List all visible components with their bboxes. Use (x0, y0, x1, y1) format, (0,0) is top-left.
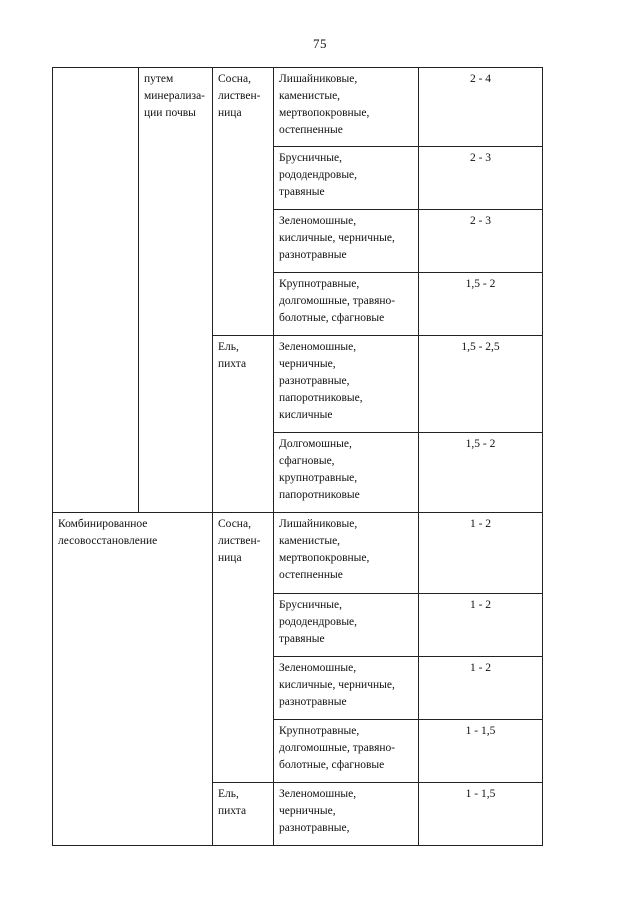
forest-type-cell: Зеленомошные, кисличные, черничные, разнотравные (274, 657, 419, 720)
value-cell: 2 - 3 (419, 147, 543, 210)
forest-type-cell: Лишайниковые, каменистые, мертвопокровные, остепненные (274, 513, 419, 594)
value-cell: 2 - 4 (419, 68, 543, 147)
species-cell: Ель, пихта (213, 336, 274, 513)
value-cell: 2 - 3 (419, 210, 543, 273)
method-cell-empty (53, 68, 139, 513)
forest-type-cell: Крупнотравные, долгомошные, травяно- болотные, сфагновые (274, 720, 419, 783)
value-cell: 1 - 2 (419, 657, 543, 720)
forest-type-cell: Зеленомошные, кисличные, черничные, разнотравные (274, 210, 419, 273)
value-cell: 1,5 - 2 (419, 433, 543, 513)
forest-type-cell: Брусничные, рододендровые, травяные (274, 147, 419, 210)
value-cell: 1 - 2 (419, 594, 543, 657)
species-cell: Сосна, листвен- ница (213, 513, 274, 783)
forest-regeneration-table (52, 67, 543, 846)
species-cell: Сосна, листвен- ница (213, 68, 274, 336)
forest-type-cell: Зеленомошные, черничные, разнотравные, (274, 783, 419, 846)
forest-type-cell: Зеленомошные, черничные, разнотравные, папоротниковые, кисличные (274, 336, 419, 433)
value-cell: 1 - 1,5 (419, 783, 543, 846)
table-row (53, 68, 543, 147)
forest-type-cell: Долгомошные, сфагновые, крупнотравные, папоротниковые (274, 433, 419, 513)
forest-type-cell: Брусничные, рододендровые, травяные (274, 594, 419, 657)
species-cell: Ель, пихта (213, 783, 274, 846)
method-continuation-cell: путем минерализа- ции почвы (139, 68, 213, 513)
value-cell: 1,5 - 2 (419, 273, 543, 336)
value-cell: 1 - 1,5 (419, 720, 543, 783)
forest-type-cell: Крупнотравные, долгомошные, травяно- болотные, сфагновые (274, 273, 419, 336)
forest-type-cell: Лишайниковые, каменистые, мертвопокровные, остепненные (274, 68, 419, 147)
value-cell: 1,5 - 2,5 (419, 336, 543, 433)
method-cell: Комбинированное лесовосстановление (53, 513, 213, 846)
page-number: 75 (313, 36, 327, 51)
table-row (53, 513, 543, 594)
value-cell: 1 - 2 (419, 513, 543, 594)
